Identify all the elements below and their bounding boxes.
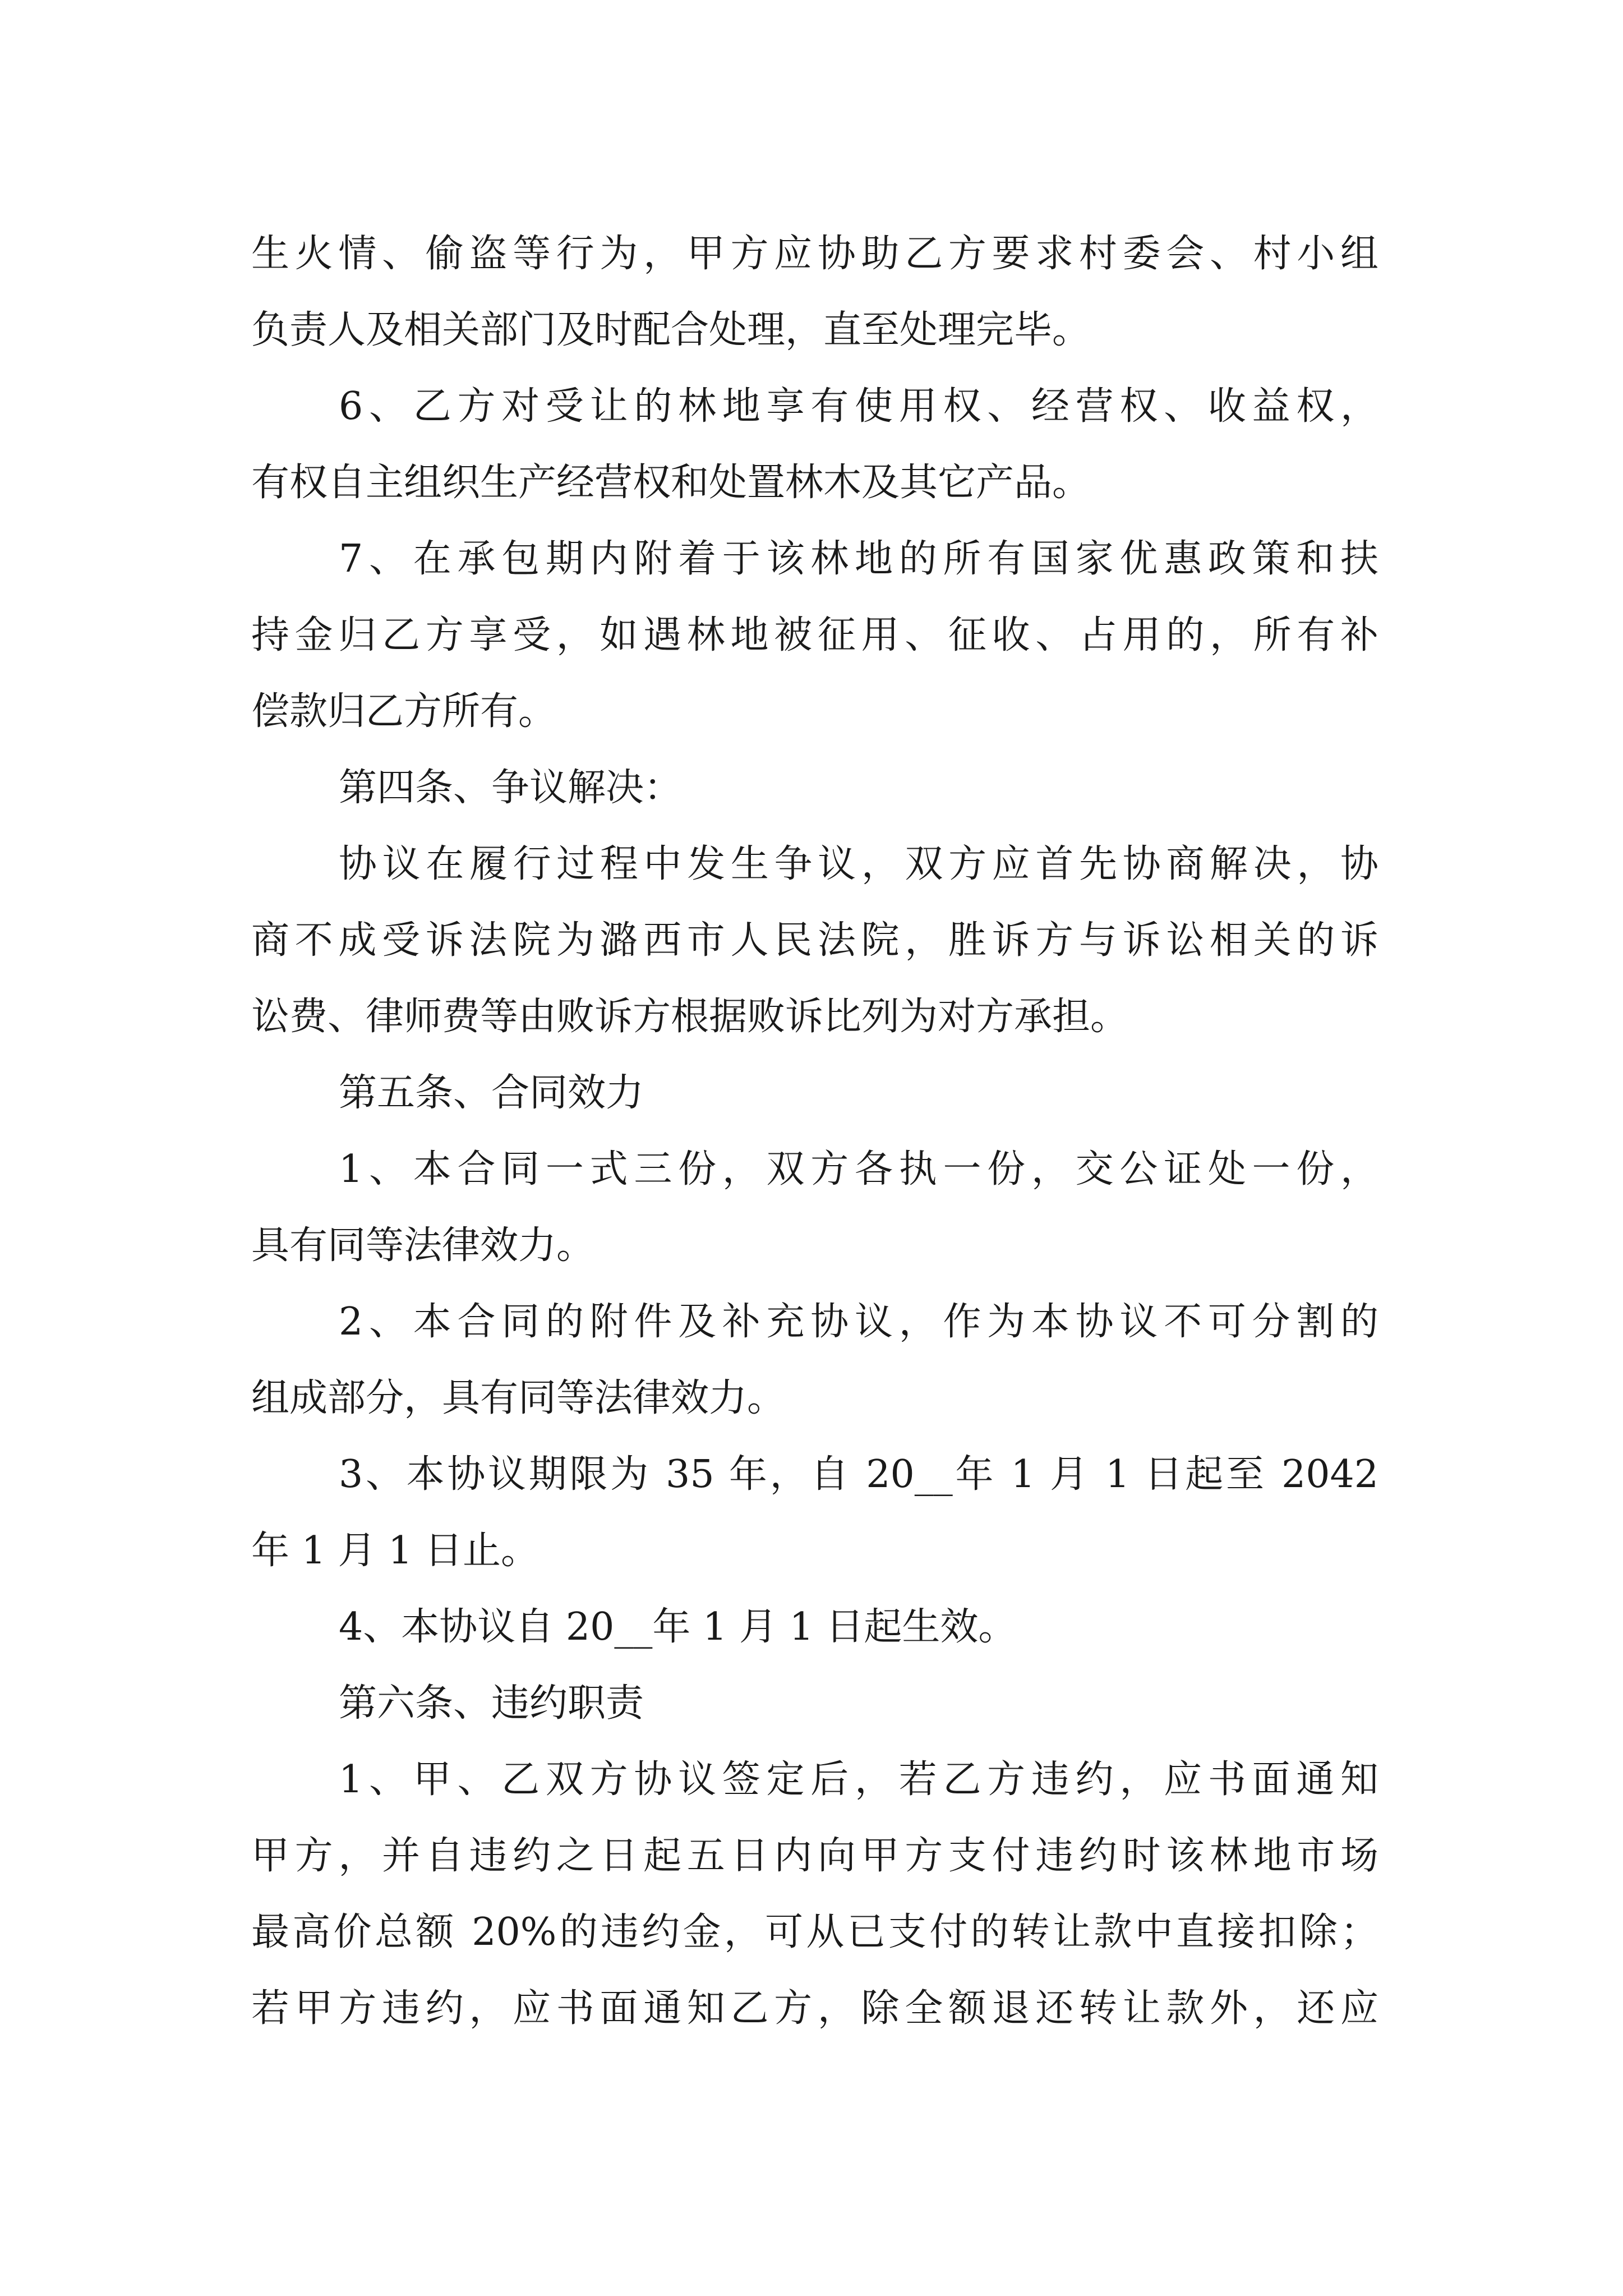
text-line: 1、本合同一式三份，双方各执一份，交公证处一份， xyxy=(339,1147,1378,1191)
text-line: 偿款归乙方所有。 xyxy=(251,689,557,734)
text-line: 4、本协议自 20__年 1 月 1 日起生效。 xyxy=(339,1605,1017,1649)
text-line: 第四条、争议解决： xyxy=(339,766,683,810)
text-line: 组成部分，具有同等法律效力。 xyxy=(251,1376,786,1420)
text-line: 第五条、合同效力 xyxy=(339,1071,644,1115)
text-line: 讼费、律师费等由败诉方根据败诉比列为对方承担。 xyxy=(251,995,1129,1039)
text-line: 最高价总额 20%的违约金，可从已支付的转让款中直接扣除； xyxy=(251,1910,1378,1954)
text-line: 1、甲、乙双方协议签定后，若乙方违约，应书面通知 xyxy=(339,1757,1378,1802)
text-line: 7、在承包期内附着于该林地的所有国家优惠政策和扶 xyxy=(339,537,1378,581)
text-line: 有权自主组织生产经营权和处置林木及其它产品。 xyxy=(251,461,1091,505)
text-line: 6、乙方对受让的林地享有使用权、经营权、收益权， xyxy=(339,384,1378,429)
document-body xyxy=(251,216,1378,2047)
text-line: 若甲方违约，应书面通知乙方，除全额退还转让款外，还应 xyxy=(251,1986,1378,2031)
text-line: 3、本协议期限为 35 年，自 20__年 1 月 1 日起至 2042 xyxy=(339,1452,1378,1497)
text-line: 持金归乙方享受，如遇林地被征用、征收、占用的，所有补 xyxy=(251,613,1378,657)
text-line: 甲方，并自违约之日起五日内向甲方支付违约时该林地市场 xyxy=(251,1834,1378,1878)
text-line: 年 1 月 1 日止。 xyxy=(251,1529,539,1573)
text-line: 商不成受诉法院为潞西市人民法院，胜诉方与诉讼相关的诉 xyxy=(251,918,1378,963)
text-line: 负责人及相关部门及时配合处理，直至处理完毕。 xyxy=(251,308,1091,352)
text-line: 协议在履行过程中发生争议，双方应首先协商解决，协 xyxy=(339,842,1378,886)
text-line: 第六条、违约职责 xyxy=(339,1681,644,1726)
text-line: 2、本合同的附件及补充协议，作为本协议不可分割的 xyxy=(339,1300,1378,1344)
text-line: 生火情、偷盗等行为，甲方应协助乙方要求村委会、村小组 xyxy=(251,232,1378,276)
text-line: 具有同等法律效力。 xyxy=(251,1223,595,1268)
